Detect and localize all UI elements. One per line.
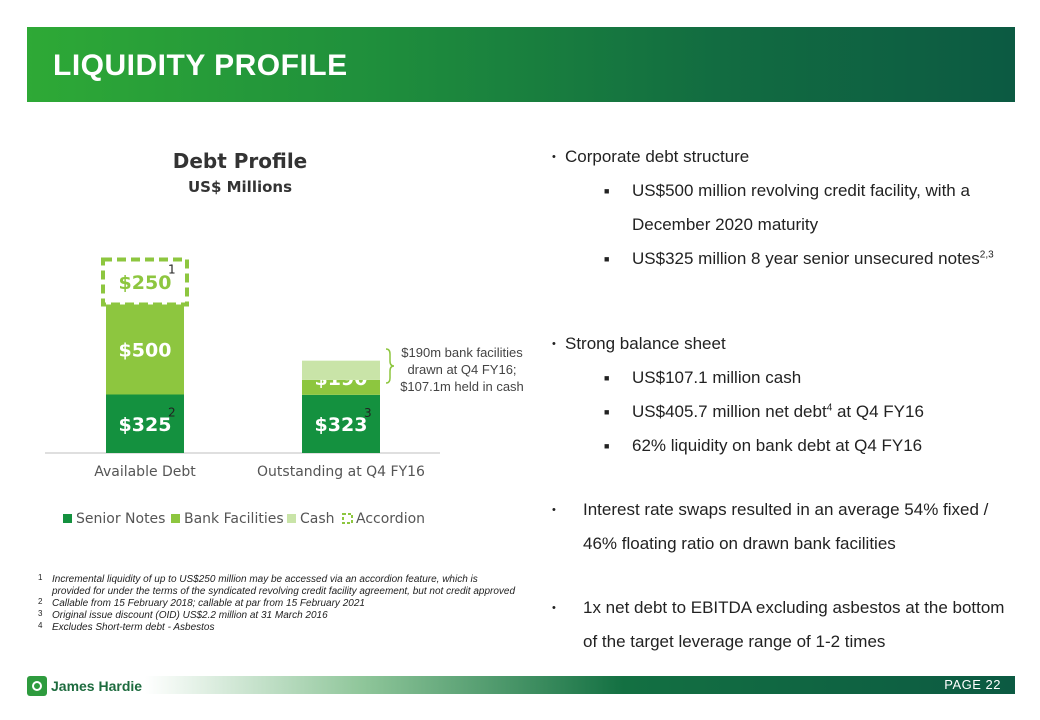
footnote-ref-senior-notes-1: 3	[364, 405, 372, 420]
bar-label-bank-facilities-0: $500	[118, 339, 172, 362]
net-debt-suffix: at Q4 FY16	[832, 402, 924, 421]
footer-bar	[145, 676, 1015, 694]
legend-label-accordion: Accordion	[356, 511, 426, 527]
bar-group	[103, 260, 380, 454]
sub-bullet-senior-notes-text: US$325 million 8 year senior unsecured notes	[632, 249, 980, 268]
bar-label-accordion-0: $250	[118, 272, 172, 294]
bullet-dot-icon: •	[552, 602, 556, 614]
legend-label-cash: Cash	[300, 511, 335, 527]
page-title: LIQUIDITY PROFILE	[53, 49, 348, 82]
footnote-1: 1 Incremental liquidity of up to US$250 million may be accessed via an accordion feature, which is provided for under the terms of the syndicated revolving credit facility agreement, but not credit approved	[38, 573, 516, 597]
legend-label-bank-facilities: Bank Facilities	[184, 511, 284, 527]
footnote-ref: 2,3	[979, 249, 994, 261]
legend	[63, 511, 425, 527]
legend-swatch-bank-facilities	[171, 514, 180, 523]
legend-label-senior-notes: Senior Notes	[76, 511, 166, 527]
chart-title: Debt Profile	[172, 149, 308, 173]
footnote-2: 2 Callable from 15 February 2018; callable at par from 15 February 2021	[38, 597, 365, 609]
logo-name: James Hardie	[51, 678, 143, 694]
square-bullet-icon: ■	[604, 186, 610, 196]
chart-subtitle: US$ Millions	[187, 178, 293, 196]
x-label-available: Available Debt	[94, 464, 196, 480]
bar-cash-1	[302, 361, 380, 380]
footnote-ref-senior-notes-0: 2	[168, 405, 176, 420]
footnote-4: 4 Excludes Short-term debt - Asbestos	[38, 621, 215, 633]
square-bullet-icon: ■	[604, 407, 610, 417]
bullet-dot-icon: •	[552, 338, 556, 350]
footnote-ref: 4	[826, 402, 833, 414]
legend-swatch-senior-notes	[63, 514, 72, 523]
logo-mark-icon	[27, 676, 47, 696]
footnote-3: 3 Original issue discount (OID) US$2.2 million at 31 March 2016	[38, 609, 328, 621]
bullet-dot-icon: •	[552, 151, 556, 163]
legend-swatch-cash	[287, 514, 296, 523]
net-debt-text: US$405.7 million net debt	[632, 402, 827, 421]
annotation-brace	[386, 349, 394, 383]
legend-swatch-accordion	[343, 514, 352, 523]
bar-label-senior-notes-1: $323	[314, 413, 368, 436]
square-bullet-icon: ■	[604, 373, 610, 383]
footnote-ref-accordion: 1	[168, 262, 176, 277]
bullet-dot-icon: •	[552, 504, 556, 516]
x-label-outstanding: Outstanding at Q4 FY16	[257, 464, 425, 480]
footnotes	[38, 574, 518, 634]
square-bullet-icon: ■	[604, 441, 610, 451]
page-number: PAGE 22	[944, 677, 1001, 692]
chart-annotation: $190m bank facilities drawn at Q4 FY16; $107.1m held in cash	[400, 345, 524, 394]
bar-label-senior-notes-0: $325	[118, 413, 172, 436]
square-bullet-icon: ■	[604, 254, 610, 264]
